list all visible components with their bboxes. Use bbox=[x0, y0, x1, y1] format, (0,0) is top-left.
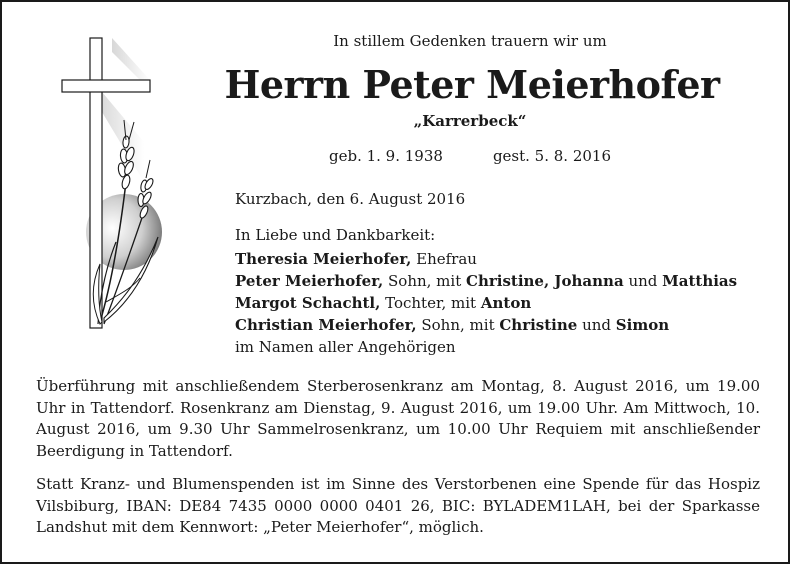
mourner-name: Margot Schachtl, bbox=[235, 294, 381, 312]
mourner-name: Simon bbox=[615, 316, 670, 334]
mourner-name: Matthias bbox=[662, 272, 738, 290]
mourner-relation: Sohn, mit bbox=[416, 316, 500, 334]
mourner-relation: Ehefrau bbox=[411, 250, 477, 268]
mourner-line bbox=[235, 292, 737, 314]
cross-with-wheat-icon bbox=[60, 32, 170, 332]
mourner-name: Peter Meierhofer, bbox=[235, 272, 384, 290]
nickname: „Karrerbeck“ bbox=[413, 112, 527, 130]
birth-date: geb. 1. 9. 1938 bbox=[328, 147, 443, 165]
life-dates bbox=[235, 147, 705, 165]
mourner-relation: und bbox=[623, 272, 663, 290]
mourner-name: Christian Meierhofer, bbox=[235, 316, 417, 334]
intro-line: In stillem Gedenken trauern wir um bbox=[333, 32, 607, 50]
mourner-line bbox=[235, 248, 737, 270]
mourner-name: Christine bbox=[499, 316, 578, 334]
donation-note: Statt Kranz- und Blumenspenden ist im Sinne des Verstorbenen eine Spende für das Hospiz Vilsbiburg, IBAN: DE84 7435 0000 0000 0401 26, BIC: BYLADEM1LAH, bei der Sparkasse Landshut mit dem Kennwort: „Peter Meierhofer“, möglich. bbox=[36, 475, 760, 536]
mourners-list bbox=[235, 248, 737, 358]
mourner-relation: Tochter, mit bbox=[380, 294, 481, 312]
mourner-name: Anton bbox=[480, 294, 532, 312]
death-date: gest. 5. 8. 2016 bbox=[492, 147, 612, 165]
mourner-relation: und bbox=[577, 316, 616, 334]
mourner-relation: im Namen aller Angehörigen bbox=[235, 338, 456, 356]
mourner-name: Theresia Meierhofer, bbox=[235, 250, 412, 268]
mourner-line bbox=[235, 336, 737, 358]
mourner-line bbox=[235, 270, 737, 292]
mourner-relation: Sohn, mit bbox=[383, 272, 466, 290]
thanks-line: In Liebe und Dankbarkeit: bbox=[235, 226, 436, 244]
mourner-line bbox=[235, 314, 737, 336]
place-and-date: Kurzbach, den 6. August 2016 bbox=[235, 190, 466, 208]
funeral-details: Überführung mit anschließendem Sterberosenkranz am Montag, 8. August 2016, um 19.00 Uhr in Tattendorf. Rosenkranz am Dienstag, 9. August 2016, um 19.00 Uhr. Am Mittwoch, 10. August 2016, um 9.30 Uhr Sammelrosenkranz, um 10.00 Uhr Requiem mit anschließender Beerdigung in Tattendorf. bbox=[36, 377, 760, 460]
deceased-name: Herrn Peter Meierhofer bbox=[224, 62, 720, 107]
mourner-name: Christine, Johanna bbox=[466, 272, 624, 290]
